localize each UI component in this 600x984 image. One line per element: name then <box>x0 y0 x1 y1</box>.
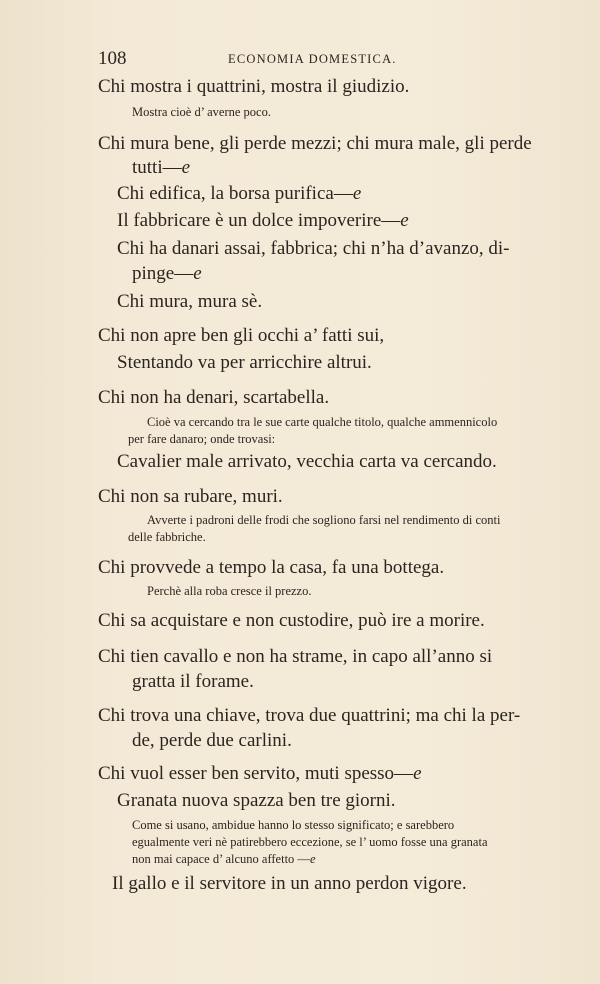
proverb-text: Chi edifica, la borsa purifica— <box>117 183 353 204</box>
proverb-line: Granata nuova spazza ben tre giorni. <box>117 790 396 811</box>
note-line: per fare danaro; onde trovasi: <box>128 432 276 446</box>
proverb-text: Chi vuol esser ben servito, muti spesso— <box>98 763 414 784</box>
proverb-line: Chi trova una chiave, trova due quattrini; ma chi la per- <box>98 705 521 726</box>
continuation-mark: e <box>181 157 191 178</box>
page-number: 108 <box>98 48 127 69</box>
proverb-line: Chi mura, mura sè. <box>117 291 263 312</box>
proverb-line <box>117 183 361 205</box>
note-line: Mostra cioè d’ averne poco. <box>132 105 271 119</box>
continuation-mark: e <box>413 763 422 784</box>
continuation-mark: e <box>352 183 362 204</box>
note-line: delle fabbriche. <box>128 530 206 544</box>
continuation-mark: e <box>193 263 202 284</box>
proverb-line: Il gallo e il servitore in un anno perdon vigore. <box>112 873 467 894</box>
note-line <box>132 851 316 867</box>
continuation-mark: e <box>400 210 409 231</box>
proverb-line <box>117 210 409 232</box>
proverb-line <box>132 263 202 285</box>
proverb-line: Stentando va per arricchire altrui. <box>117 352 372 373</box>
proverb-line: de, perde due carlini. <box>132 730 292 751</box>
proverb-line: gratta il forame. <box>132 671 254 692</box>
proverb-line: Chi sa acquistare e non custodire, può ire a morire. <box>98 610 485 631</box>
proverb-line: Chi non ha denari, scartabella. <box>98 387 330 408</box>
note-line: Perchè alla roba cresce il prezzo. <box>147 584 312 598</box>
note-line: Cioè va cercando tra le sue carte qualche titolo, qualche ammennicolo <box>147 415 498 429</box>
proverb-line: Chi non sa rubare, muri. <box>98 486 283 507</box>
continuation-mark: e <box>309 852 316 866</box>
note-text: non mai capace d’ alcuno affetto — <box>132 852 310 866</box>
proverb-line: Chi mostra i quattrini, mostra il giudizio. <box>98 76 410 97</box>
note-line: Come si usano, ambidue hanno lo stesso significato; e sarebbero <box>132 818 455 832</box>
proverb-text: pinge— <box>132 263 194 284</box>
proverb-line <box>132 157 190 179</box>
proverb-line: Chi mura bene, gli perde mezzi; chi mura male, gli perde <box>98 133 532 154</box>
proverb-line: Cavalier male arrivato, vecchia carta va cercando. <box>117 451 497 472</box>
proverb-line <box>98 763 422 785</box>
proverb-line: Chi ha danari assai, fabbrica; chi n’ha d’avanzo, di- <box>117 238 510 259</box>
proverb-text: tutti— <box>132 157 182 178</box>
proverb-line: Chi non apre ben gli occhi a’ fatti sui, <box>98 325 385 346</box>
page-header <box>98 50 513 72</box>
running-title: ECONOMIA DOMESTICA. <box>228 52 397 66</box>
proverb-line: Chi provvede a tempo la casa, fa una bottega. <box>98 557 445 578</box>
proverb-line: Chi tien cavallo e non ha strame, in capo all’anno si <box>98 646 493 667</box>
note-line: Avverte i padroni delle frodi che sogliono farsi nel rendimento di conti <box>147 513 501 527</box>
proverb-text: Il fabbricare è un dolce impoverire— <box>117 210 401 231</box>
note-line: egualmente veri nè patirebbero eccezione, se l’ uomo fosse una granata <box>132 835 488 849</box>
